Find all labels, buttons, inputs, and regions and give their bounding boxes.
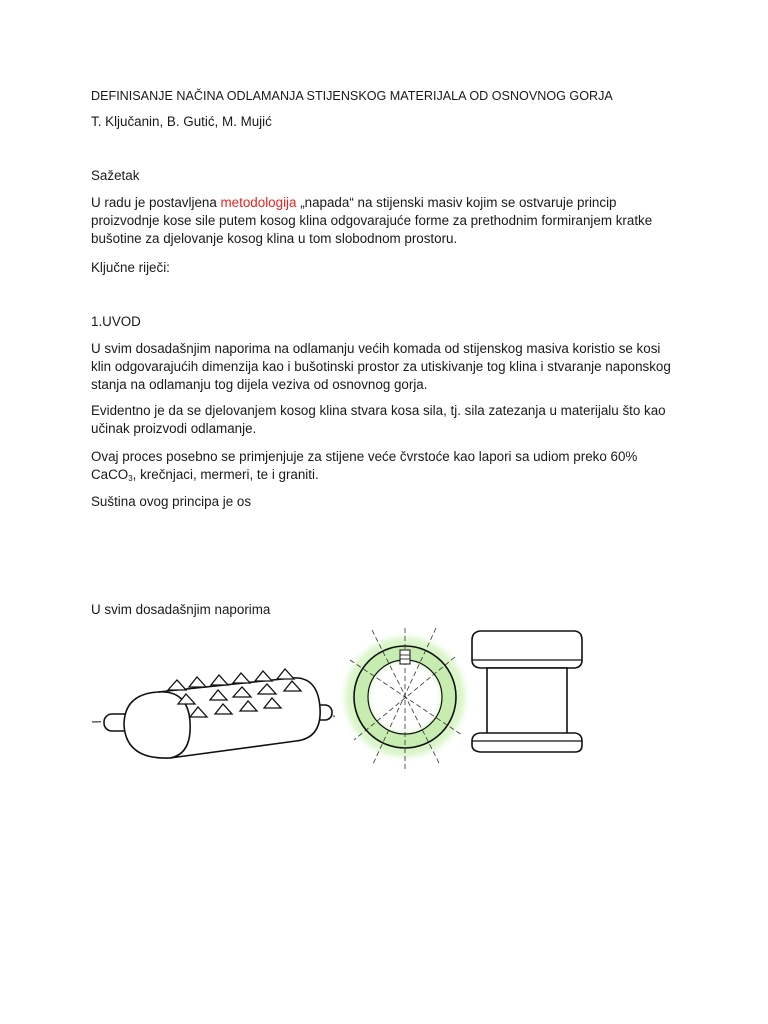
abstract-text-start: U radu je postavljena bbox=[91, 195, 221, 210]
spool-drawing bbox=[472, 631, 582, 752]
abstract-text-end: „napada“ na stijenski masiv kojim se ostvaruje princip proizvodnje kose sile putem kosog klina odgovarajuće forme za prethodnim formiranjem kratke bušotine za djelovanje kosog klina u tom slobodnom prostoru. bbox=[91, 195, 653, 246]
section-heading-uvod: 1.UVOD bbox=[91, 314, 141, 329]
intro-paragraph-5: U svim dosadašnjim naporima bbox=[91, 602, 271, 617]
authors-line: T. Ključanin, B. Gutić, M. Mujić bbox=[91, 114, 272, 129]
keywords-label: Ključne riječi: bbox=[91, 260, 170, 275]
para3-text-end: , krečnjaci, mermeri, te i graniti. bbox=[132, 467, 319, 482]
abstract-heading: Sažetak bbox=[91, 168, 140, 183]
intro-paragraph-1: U svim dosadašnjim naporima na odlamanju većih komada od stijenskog masiva koristio se kosi klin odgovarajućih dimenzija kao i bušotinski prostor za utiskivanje tog klina i stvaranje naponskog stanja na odlamanju tog dijela veziva od osnovnog gorja. bbox=[91, 341, 671, 392]
para3-text-start: Ovaj proces posebno se primjenjuje za stijene veće čvrstoće kao lapori sa udiom preko 60% CaCO bbox=[91, 449, 638, 482]
spiked-roller-drawing bbox=[92, 669, 338, 758]
caco3-subscript: 3 bbox=[128, 474, 133, 483]
document-title: DEFINISANJE NAČINA ODLAMANJA STIJENSKOG MATERIJALA OD OSNOVNOG GORJA bbox=[91, 89, 613, 103]
intro-paragraph-2: Evidentno je da se djelovanjem kosog klina stvara kosa sila, tj. sila zatezanja u materijalu što kao učinak proizvodi odlamanje. bbox=[91, 403, 666, 436]
ring-cross-section-drawing bbox=[350, 628, 462, 770]
abstract-highlight: metodologija bbox=[220, 195, 297, 210]
intro-paragraph-4: Suština ovog principa je os bbox=[91, 494, 252, 509]
